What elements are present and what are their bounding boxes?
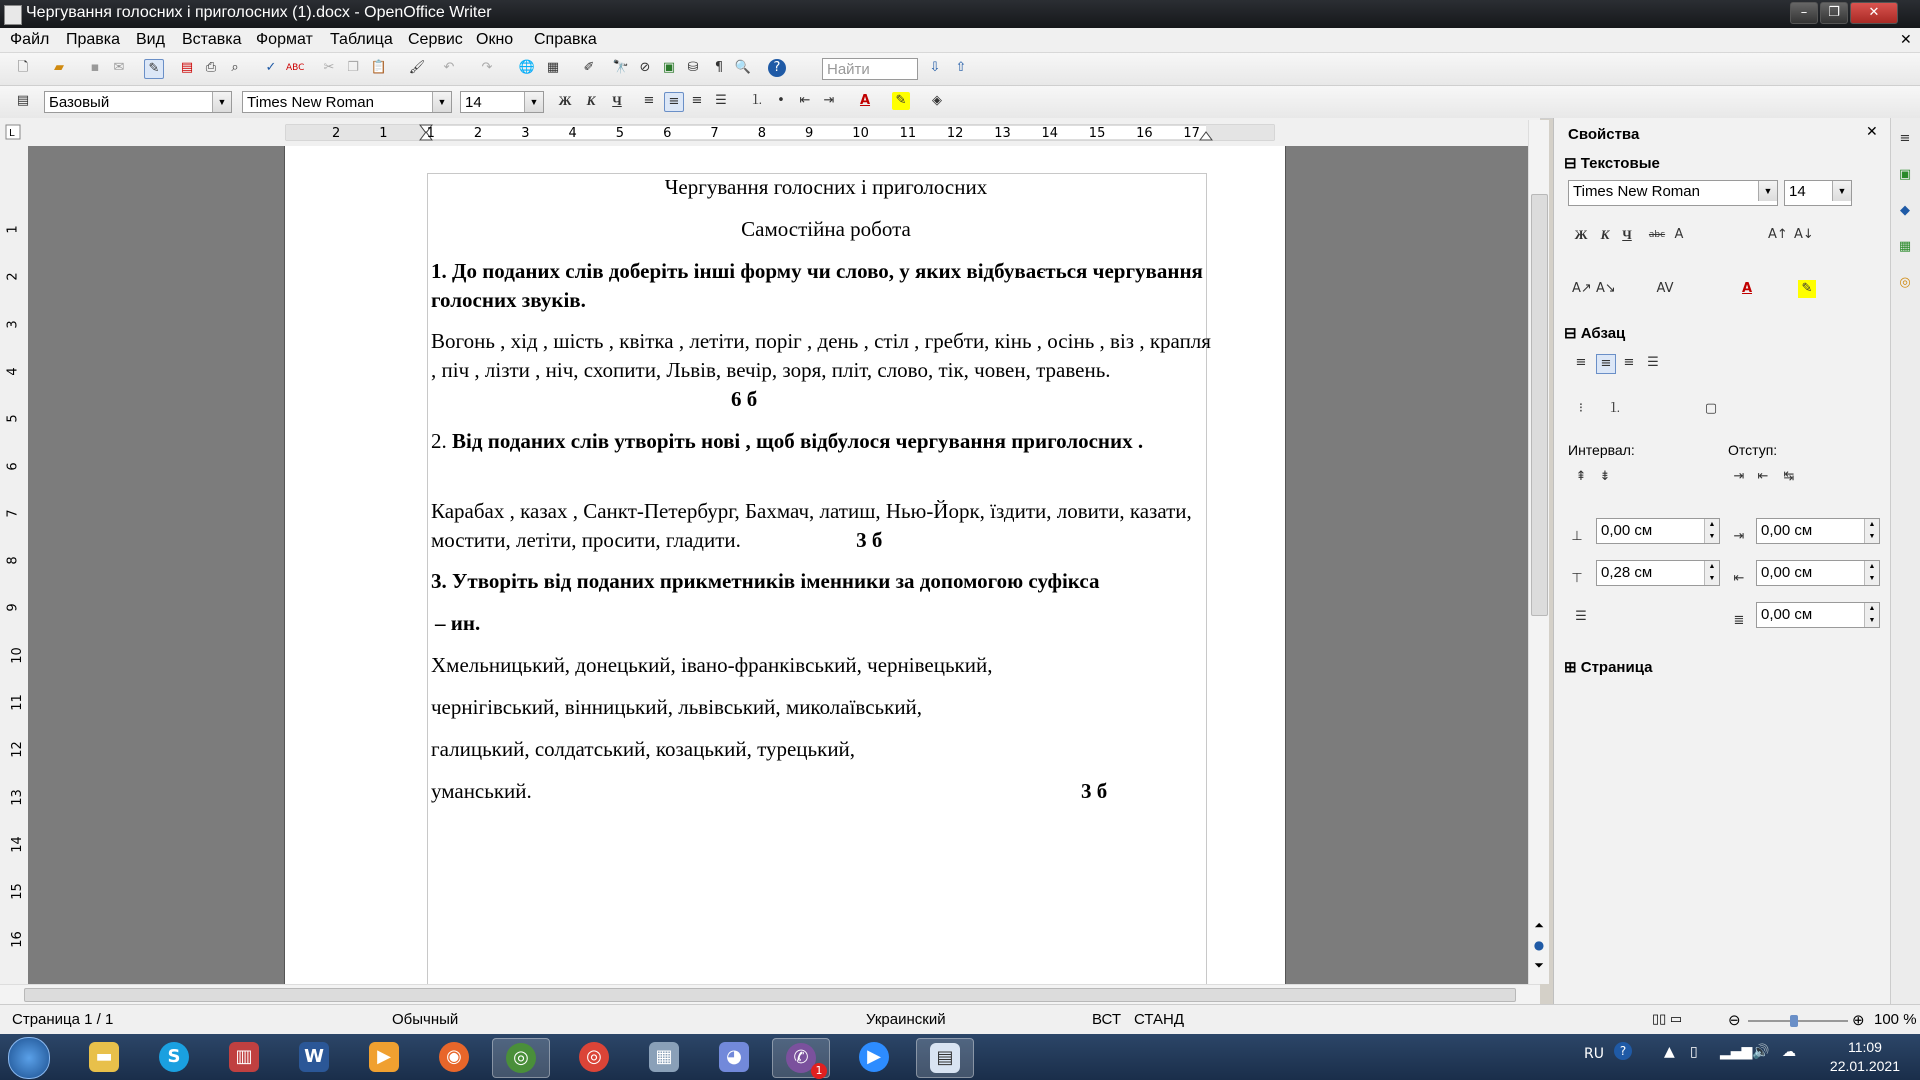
firefox-icon: ◉ <box>439 1042 469 1072</box>
task3-last-word: уманський. <box>431 779 532 803</box>
justify-icon[interactable]: ☰ <box>715 93 727 108</box>
sidebar-deck-tabs <box>1890 118 1920 1004</box>
page-style-indicator[interactable]: Обычный <box>392 1011 459 1028</box>
task3-suffix[interactable]: – ин. <box>435 611 481 635</box>
numbering-icon[interactable]: ⒈ <box>750 93 764 108</box>
copy-icon[interactable]: ❐ <box>347 60 359 75</box>
ruler-mark: 15 <box>1088 126 1106 141</box>
task2-number: 2. <box>431 429 447 453</box>
redo-icon[interactable]: ↷ <box>481 60 493 75</box>
formatting-toolbar <box>0 86 1920 119</box>
status-bar <box>0 1004 1920 1035</box>
zoom-in-icon[interactable]: ⊕ <box>1852 1012 1865 1029</box>
menu-table[interactable]: Таблица <box>330 31 393 48</box>
ruler-mark: 1 <box>379 126 388 141</box>
ruler-mark: 12 <box>946 126 964 141</box>
taskbar-zoom[interactable] <box>846 1038 902 1076</box>
language-indicator-tray[interactable]: RU <box>1584 1046 1604 1062</box>
taskbar-word[interactable] <box>286 1038 342 1076</box>
superscript-icon[interactable]: A↑ <box>1768 227 1788 242</box>
hanging-indent-icon[interactable]: ↹ <box>1783 469 1795 484</box>
decrease-indent-icon[interactable]: ⇤ <box>799 93 811 108</box>
insert-mode-indicator[interactable]: ВСТ <box>1092 1011 1122 1028</box>
task1-points: 6 б <box>731 387 758 411</box>
styles-deck-icon[interactable]: ◆ <box>1900 203 1910 218</box>
formatting-marks-icon[interactable]: ¶ <box>714 60 724 75</box>
align-right-icon[interactable]: ≡ <box>691 93 703 108</box>
find-previous-icon[interactable]: ⇧ <box>955 60 967 75</box>
ruler-mark: 8 <box>757 126 766 141</box>
start-button[interactable] <box>8 1037 50 1079</box>
taskbar-calculator[interactable] <box>636 1038 692 1076</box>
vertical-ruler-mark: 14 <box>9 836 25 853</box>
vertical-ruler-mark: 7 <box>5 509 21 518</box>
word-icon: W <box>299 1042 329 1072</box>
task1-words: Вогонь , хід , шість , квітка , летіти, поріг , день , стіл , гребти, кінь , осінь , віз , крапля , піч , лізти , ніч, схопити, Львів, вечір, зоря, пліт, слово, тік, човен, травень. <box>431 329 1211 382</box>
task2-text[interactable] <box>431 497 1221 555</box>
new-document-icon[interactable]: 🗋 <box>17 60 29 75</box>
horizontal-ruler[interactable] <box>0 118 1540 147</box>
ruler-mark: 9 <box>805 126 814 141</box>
hyperlink-icon[interactable]: 🌐 <box>518 60 536 75</box>
save-icon[interactable]: ▪ <box>90 60 100 75</box>
vertical-ruler-mark: 13 <box>9 788 25 806</box>
ruler-mark: 6 <box>663 126 672 141</box>
standard-toolbar <box>0 53 1920 86</box>
document-canvas[interactable] <box>28 146 1538 984</box>
sidebar-bold-button[interactable]: Ж <box>1574 227 1588 242</box>
decrease-spacing-icon[interactable]: ⇟ <box>1599 469 1611 484</box>
document-page[interactable] <box>284 146 1286 984</box>
find-replace-icon[interactable]: 🔭 <box>612 60 630 75</box>
taskbar-chrome[interactable] <box>566 1038 622 1076</box>
cloud-icon[interactable]: ☁ <box>1782 1044 1796 1060</box>
shrink-font-icon[interactable]: A↘ <box>1596 281 1616 296</box>
ruler-mark: 5 <box>615 126 625 141</box>
media-player-icon: ▶ <box>369 1042 399 1072</box>
font-name-select[interactable]: Times New Roman ▼ <box>242 91 452 113</box>
above-paragraph-spacing[interactable]: 0,00 см ▲ ▼ <box>1596 518 1720 544</box>
increase-spacing-icon[interactable]: ⇞ <box>1575 469 1587 484</box>
spellcheck-icon[interactable]: ✓ <box>265 60 277 75</box>
vertical-ruler-mark: 8 <box>5 556 21 565</box>
document-subtitle[interactable]: Самостійна робота <box>741 217 911 241</box>
zoom-icon[interactable]: 🔍 <box>734 60 752 75</box>
ruler-mark: 13 <box>994 126 1011 141</box>
device-icon[interactable]: ▯ <box>1690 1044 1698 1060</box>
cut-icon[interactable]: ✂ <box>323 60 335 75</box>
ruler-mark: 2 <box>332 126 341 141</box>
section-text[interactable]: ⊟ Текстовые <box>1564 155 1660 172</box>
vertical-ruler-mark: 3 <box>5 319 21 329</box>
ruler-mark: 4 <box>568 126 577 141</box>
zoom-slider[interactable] <box>1748 1020 1848 1022</box>
sidebar-font-select[interactable]: Times New Roman ▼ <box>1568 180 1778 206</box>
paste-icon[interactable]: 📋 <box>370 60 388 75</box>
above-spacing-icon: ⊥ <box>1571 529 1583 544</box>
chrome-icon: ◎ <box>506 1043 536 1073</box>
volume-icon[interactable]: 🔊 <box>1752 1044 1770 1060</box>
shadow-icon[interactable]: A <box>1674 227 1684 242</box>
increase-indent-icon[interactable]: ⇥ <box>823 93 835 108</box>
close-document-icon[interactable]: ✕ <box>1900 31 1912 47</box>
draw-icon[interactable]: ✐ <box>583 60 595 75</box>
bullets-icon[interactable]: • <box>777 93 785 108</box>
data-sources-icon[interactable]: ⛁ <box>687 60 699 75</box>
vertical-scroll-thumb[interactable] <box>1531 194 1548 616</box>
language-help-icon[interactable]: ? <box>1614 1042 1632 1060</box>
find-next-icon[interactable]: ⇩ <box>929 60 941 75</box>
align-left-icon[interactable]: ≡ <box>643 93 655 108</box>
menu-edit[interactable]: Правка <box>66 31 121 48</box>
view-layout-icon[interactable]: ▯▯ ▭ <box>1652 1011 1683 1026</box>
undo-icon[interactable]: ↶ <box>443 60 455 75</box>
network-icon[interactable]: ▂▄▆ <box>1720 1044 1753 1060</box>
sidebar-decrease-indent-icon[interactable]: ⇤ <box>1757 469 1769 484</box>
menu-help[interactable]: Справка <box>534 31 597 48</box>
taskbar-skype[interactable] <box>146 1038 202 1076</box>
properties-sidebar <box>1553 118 1894 1004</box>
sidebar-align-left-icon[interactable]: ≡ <box>1575 355 1587 370</box>
indent-label: Отступ: <box>1728 442 1778 458</box>
vertical-ruler-mark: 11 <box>9 694 25 711</box>
ruler-mark: 3 <box>521 126 530 141</box>
find-input[interactable]: Найти <box>822 58 918 80</box>
viber-badge: 1 <box>811 1063 827 1079</box>
task3-line-2[interactable]: чернігівський, вінницький, львівський, миколаївський, <box>431 695 923 719</box>
taskbar-viber[interactable] <box>772 1038 830 1078</box>
menu-file[interactable]: Файл <box>10 31 50 48</box>
autospell-icon[interactable]: ABC <box>286 63 305 73</box>
clock[interactable] <box>1830 1038 1900 1076</box>
folder-icon: ▬ <box>89 1042 119 1072</box>
ruler-mark: 1 <box>426 126 435 141</box>
open-folder-icon[interactable]: ▰ <box>54 60 64 75</box>
zoom-level[interactable]: 100 % <box>1874 1011 1917 1028</box>
sidebar-highlight-icon[interactable]: ✎ <box>1798 280 1816 298</box>
sidebar-menu-icon[interactable]: ≡ <box>1899 131 1911 146</box>
task3-line-4[interactable] <box>431 777 1221 806</box>
menu-tools[interactable]: Сервис <box>408 31 463 48</box>
menu-insert[interactable]: Вставка <box>182 31 242 48</box>
background-color-icon[interactable]: ◈ <box>932 93 942 108</box>
viber-icon: ✆ <box>786 1043 816 1073</box>
vertical-ruler[interactable] <box>0 146 29 984</box>
clock-time: 11:09 <box>1847 1039 1882 1055</box>
navigation-icon[interactable]: ● <box>1533 938 1545 952</box>
before-text-indent[interactable]: 0,00 см ▲ ▼ <box>1756 518 1880 544</box>
windows-taskbar <box>0 1034 1920 1080</box>
grow-font-icon[interactable]: A↗ <box>1572 281 1592 296</box>
taskbar-openoffice[interactable] <box>916 1038 974 1078</box>
vertical-ruler-mark: 9 <box>5 603 21 613</box>
vertical-ruler-mark: 6 <box>5 461 21 471</box>
page-indicator[interactable]: Страница 1 / 1 <box>12 1011 114 1028</box>
subscript-icon[interactable]: A↓ <box>1794 227 1814 242</box>
interval-label: Интервал: <box>1568 442 1635 458</box>
italic-button[interactable]: К <box>586 93 596 108</box>
print-icon[interactable]: ⎙ <box>205 60 217 75</box>
task3-heading[interactable]: 3. Утворіть від поданих прикметників іменники за допомогою суфікса <box>431 569 1100 593</box>
ruler-mark: 17 <box>1183 126 1200 141</box>
vertical-ruler-mark: 2 <box>5 272 21 281</box>
taskbar-archiver[interactable] <box>216 1038 272 1076</box>
chrome-icon-2: ◎ <box>579 1042 609 1072</box>
archive-icon: ▥ <box>229 1042 259 1072</box>
task3-line-3[interactable]: галицький, солдатський, козацький, турецький, <box>431 737 856 761</box>
below-spacing-icon: ⊤ <box>1571 571 1583 586</box>
task1-text[interactable] <box>431 327 1221 414</box>
vertical-scrollbar[interactable] <box>1528 120 1549 984</box>
vertical-ruler-mark: 10 <box>9 646 25 664</box>
help-icon[interactable]: ? <box>768 59 786 77</box>
section-page[interactable]: ⊞ Страница <box>1564 659 1653 676</box>
paragraph-background-icon[interactable]: ▢ <box>1704 401 1718 416</box>
taskbar-explorer[interactable] <box>76 1038 132 1076</box>
sidebar-align-right-icon[interactable]: ≡ <box>1623 355 1635 370</box>
paragraph-style-select[interactable]: Базовый ▼ <box>44 91 232 113</box>
underline-button[interactable]: Ч <box>612 93 622 108</box>
highlight-icon[interactable]: ✎ <box>892 92 910 110</box>
table-icon[interactable]: ▦ <box>546 60 560 75</box>
selection-mode-indicator[interactable]: СТАНД <box>1134 1011 1184 1028</box>
navigator-deck-icon[interactable]: ◎ <box>1899 275 1911 290</box>
align-center-icon[interactable]: ≡ <box>664 92 684 112</box>
sidebar-italic-button[interactable]: К <box>1600 227 1610 242</box>
taskbar-media-player[interactable] <box>356 1038 412 1076</box>
task2-words: Карабах , казах , Санкт-Петербург, Бахмач, латиш, Нью-Йорк, їздити, ловити, казати, мостити, летіти, просити, гладити. <box>431 499 1192 552</box>
zoom-slider-thumb[interactable] <box>1790 1015 1798 1027</box>
properties-deck-icon[interactable]: ▣ <box>1898 167 1912 182</box>
sidebar-title: Свойства <box>1568 126 1640 143</box>
sidebar-underline-button[interactable]: Ч <box>1622 227 1632 242</box>
font-size-select[interactable]: 14 ▼ <box>460 91 544 113</box>
ruler-mark: 2 <box>473 126 483 141</box>
menu-bar <box>0 28 1920 53</box>
menu-window[interactable]: Окно <box>476 31 514 48</box>
gallery-deck-icon[interactable]: ▦ <box>1898 239 1912 254</box>
vertical-ruler-mark: 1 <box>5 225 21 234</box>
gallery-icon[interactable]: ▣ <box>662 60 676 75</box>
previous-page-icon[interactable]: ⏶ <box>1534 918 1544 932</box>
writer-app-icon <box>4 5 22 25</box>
horizontal-scroll-thumb[interactable] <box>24 988 1516 1002</box>
next-page-icon[interactable]: ⏷ <box>1534 958 1544 972</box>
ruler-mark: 7 <box>710 126 719 141</box>
taskbar-chrome-profile[interactable] <box>492 1038 550 1078</box>
before-indent-icon: ⇥ <box>1733 529 1745 544</box>
task3-line-1[interactable]: Хмельницький, донецький, івано-франківський, чернівецький, <box>431 653 993 677</box>
ruler-mark: 11 <box>899 126 917 141</box>
zoom-out-icon[interactable]: ⊖ <box>1728 1012 1741 1029</box>
document-title[interactable]: Чергування голосних і приголосних <box>664 175 988 199</box>
horizontal-scrollbar[interactable] <box>0 984 1540 1005</box>
taskbar-firefox[interactable] <box>426 1038 482 1076</box>
font-color-icon[interactable]: A <box>859 93 871 108</box>
line-spacing-icon[interactable]: ☰ <box>1575 609 1587 624</box>
print-preview-icon[interactable]: ⌕ <box>231 60 239 75</box>
calculator-icon: ▦ <box>649 1042 679 1072</box>
export-pdf-icon[interactable]: ▤ <box>180 60 194 75</box>
svg-text:L: L <box>9 128 15 139</box>
vertical-ruler-mark: 16 <box>9 930 25 948</box>
menu-view[interactable]: Вид <box>136 31 165 48</box>
task3-points: 3 б <box>1081 779 1108 803</box>
sidebar-close-icon[interactable]: ✕ <box>1866 124 1878 140</box>
vertical-ruler-mark: 15 <box>9 883 25 900</box>
window-title: Чергування голосних і приголосних (1).docx - OpenOffice Writer <box>26 4 492 21</box>
task2-points: 3 б <box>856 528 883 552</box>
sidebar-numbering-icon[interactable]: ⒈ <box>1608 401 1622 416</box>
vertical-ruler-mark: 12 <box>9 741 25 759</box>
first-line-indent-icon: ≣ <box>1733 613 1745 628</box>
strikethrough-icon[interactable]: abc <box>1648 230 1666 240</box>
ruler-mark: 10 <box>852 126 869 141</box>
sidebar-increase-indent-icon[interactable]: ⇥ <box>1733 469 1745 484</box>
below-paragraph-spacing[interactable]: 0,28 см ▲ ▼ <box>1596 560 1720 586</box>
sidebar-size-select[interactable]: 14 ▼ <box>1784 180 1852 206</box>
styles-formatting-icon[interactable]: ▤ <box>16 93 30 108</box>
task2-heading[interactable] <box>431 427 1221 456</box>
taskbar-discord[interactable] <box>706 1038 762 1076</box>
window-title-bar[interactable] <box>0 0 1920 28</box>
menu-format[interactable]: Формат <box>256 31 313 48</box>
format-paintbrush-icon[interactable]: 🖌 <box>408 60 426 75</box>
after-text-indent[interactable]: 0,00 см ▲ ▼ <box>1756 560 1880 586</box>
vertical-ruler-mark: 4 <box>5 367 21 376</box>
mail-icon[interactable]: ✉ <box>113 60 125 75</box>
close-button[interactable]: ✕ <box>1850 2 1898 24</box>
bold-button[interactable]: Ж <box>558 93 572 108</box>
openoffice-icon: ▤ <box>930 1043 960 1073</box>
clock-date: 22.01.2021 <box>1829 1058 1900 1074</box>
sidebar-bullets-icon[interactable]: ⁝ <box>1578 401 1584 416</box>
skype-icon: S <box>159 1042 189 1072</box>
sidebar-align-center-icon[interactable]: ≡ <box>1596 354 1616 374</box>
after-indent-icon: ⇤ <box>1733 571 1745 586</box>
sidebar-font-color-icon[interactable]: A <box>1741 281 1753 296</box>
vertical-ruler-mark: 5 <box>5 414 21 423</box>
edit-mode-icon[interactable]: ✎ <box>144 59 164 79</box>
maximize-button[interactable]: ❐ <box>1820 2 1848 24</box>
sidebar-justify-icon[interactable]: ☰ <box>1647 355 1659 370</box>
show-hidden-icons-icon[interactable]: ▲ <box>1664 1044 1675 1060</box>
language-indicator[interactable]: Украинский <box>866 1011 946 1028</box>
zoom-icon: ▶ <box>859 1042 889 1072</box>
minimize-button[interactable]: – <box>1790 2 1818 24</box>
section-paragraph[interactable]: ⊟ Абзац <box>1564 325 1626 342</box>
navigator-icon[interactable]: ⊘ <box>639 60 651 75</box>
task1-heading[interactable]: 1. До поданих слів доберіть інші форму чи слово, у яких відбувається чергування голосних звуків. <box>431 259 1203 312</box>
character-spacing-icon[interactable]: AV <box>1656 281 1674 296</box>
ruler-mark: 14 <box>1041 126 1059 141</box>
first-line-indent[interactable]: 0,00 см ▲ ▼ <box>1756 602 1880 628</box>
discord-icon: ◕ <box>719 1042 749 1072</box>
ruler-mark: 16 <box>1136 126 1153 141</box>
task2-heading-text: Від поданих слів утворіть нові , щоб відбулося чергування приголосних . <box>446 429 1144 453</box>
